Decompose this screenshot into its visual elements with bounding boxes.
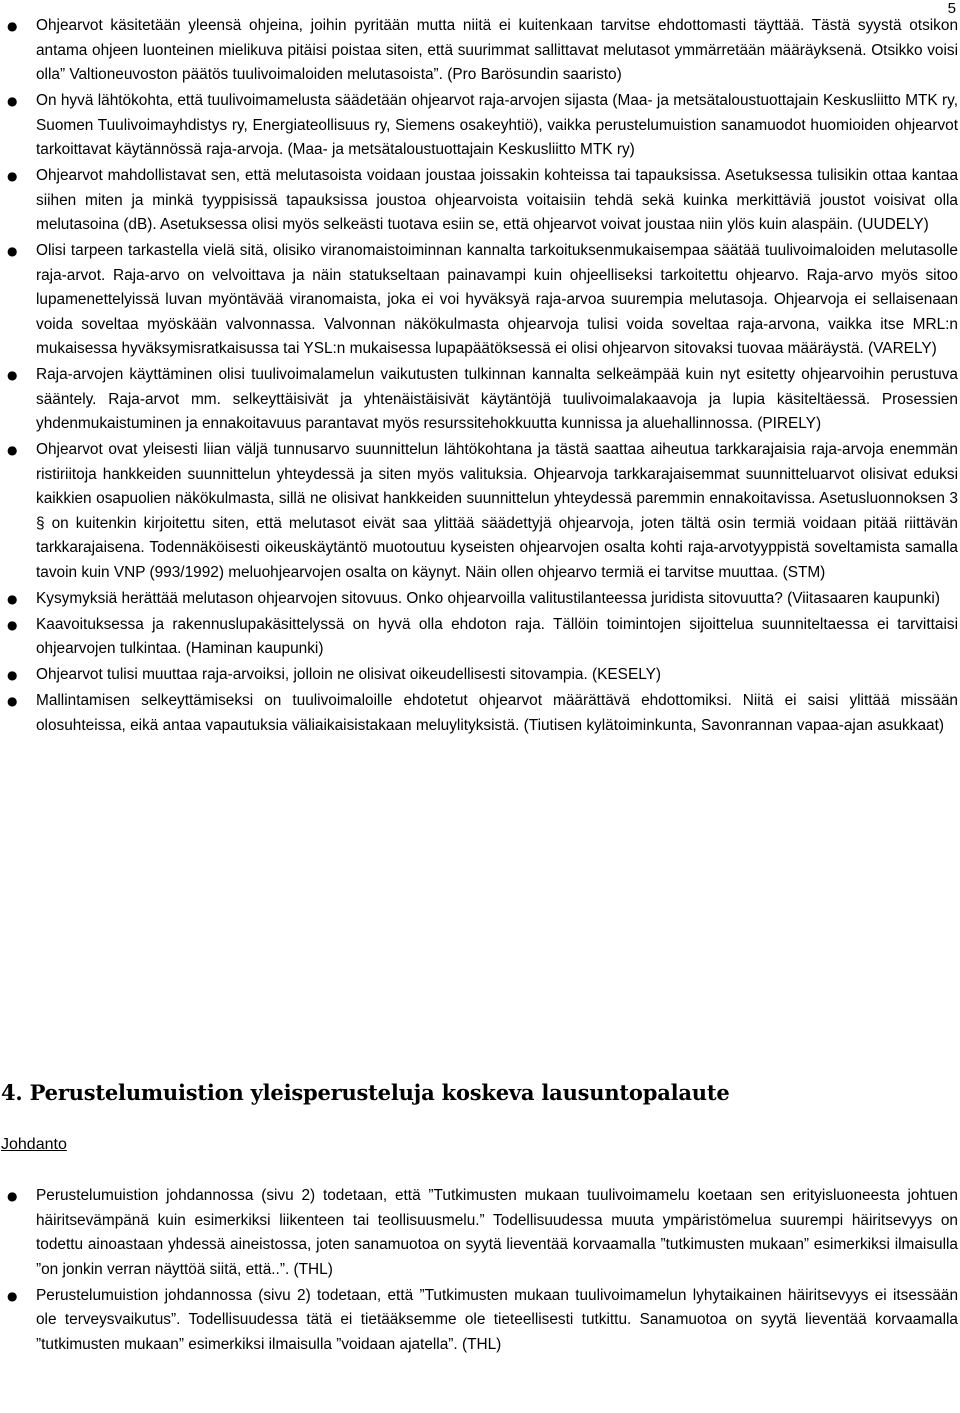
- list-item: [0, 363, 958, 437]
- list-item: [0, 89, 958, 163]
- bullet-icon: ●: [7, 617, 18, 632]
- bullet-icon: ●: [7, 1189, 18, 1203]
- page-number: 5: [947, 0, 956, 17]
- bullet-icon: ●: [7, 169, 18, 183]
- list-item-text: Mallintamisen selkeyttämiseksi on tuulivoimaloille ehdotetut ohjearvot määrättävä ehdottomiksi. Niitä ei saisi ylittää missään olosuhteissa, eikä antaa vapautuksia väliaikaisistakaan meluylityksistä. (Tiutisen kylätoiminkunta, Savonrannan vapaa-ajan asukkaat): [36, 692, 958, 734]
- list-item: [0, 438, 958, 585]
- list-item: [0, 1284, 958, 1358]
- bullet-icon: ●: [7, 94, 18, 108]
- list-item: [0, 587, 958, 612]
- section-heading: 4. Perustelumuistion yleisperusteluja koskeva lausuntopalaute: [1, 1080, 730, 1105]
- subsection-heading: Johdanto: [1, 1136, 67, 1153]
- list-item-source: (Pro Barösundin saaristo): [442, 66, 622, 83]
- bullet-icon: ●: [7, 1288, 18, 1303]
- list-item: [0, 613, 958, 662]
- list-item-text: Perustelumuistion johdannossa (sivu 2) todetaan, että ”Tutkimusten mukaan tuulivoimamelu koetaan sen erityisluoneesta johtuen häiritsevämpänä kuin esimerkiksi liikenteen tai teollisuusmelu.” Todellisuudessa muuta ympäristömelua suurempi häiritsevyys on todettu ainoastaan yhdessä aineistossa, joten sanamuotoa on syytä lieventää korvaamalla ”tutkimusten mukaan” esimerkiksi ilmaisulla ”on jonkin verran näyttöä siitä, että..”. (THL): [36, 1187, 958, 1278]
- list-item-text: Kysymyksiä herättää melutason ohjearvojen sitovuus. Onko ohjearvoilla valitustilanteessa juridista sitovuutta? (Viitasaaren kaupunki): [36, 589, 940, 607]
- list-item: [0, 689, 958, 738]
- list-item-text: Ohjearvot käsitetään yleensä ohjeina, joihin pyritään mutta niitä ei kuitenkaan tarvitse ehdottomasti täyttää. Tästä syystä otsikon antama ohjeen luonteinen mielikuva pitäisi poistaa siten, että suurimmat sallittavat melutasot ymmärretään määräyksenä. Otsikko voisi olla” Valtioneuvoston päätös tuulivoimaloiden melutasoista”.: [36, 17, 958, 83]
- list-item: [0, 14, 958, 88]
- list-item-text: Ohjearvot mahdollistavat sen, että melutasoista voidaan joustaa joissakin kohteissa tai tapauksissa. Asetuksessa tulisikin ottaa kantaa siihen miten ja minkä tyyppisissä tapauksissa joustoa ohjearvoista voitaisiin tehdä sekä kuinka merkittäviä joustot voisivat olla melutasoina (dB). Asetuksessa olisi myös selkeästi tuotava esiin se, että ohjearvot voivat joustaa niin ylös kuin alaspäin. (UUDELY): [36, 167, 958, 233]
- list-item-text: Kaavoituksessa ja rakennuslupakäsittelyssä on hyvä olla ehdoton raja. Tällöin toimintojen sijoittelua suunniteltaessa ei tarvittaisi ohjearvojen tulkintaa. (Haminan kaupunki): [36, 615, 958, 657]
- bullet-icon: ●: [7, 694, 18, 708]
- bullet-icon: ●: [7, 19, 18, 33]
- list-item: [0, 164, 958, 238]
- bullet-icon: ●: [7, 591, 18, 606]
- list-item-text: Perustelumuistion johdannossa (sivu 2) todetaan, että ”Tutkimusten mukaan tuulivoimamelun lyhytaikainen häiritsevyys ei itsessään ole terveysvaikutus”. Todellisuudessa tätä ei tietääksemme ole tieteellisesti tutkittu. Sanamuotoa on syytä lieventää korvaamalla ”tutkimusten mukaan” esimerkiksi ilmaisulla ”voidaan ajatella”. (THL): [36, 1286, 958, 1353]
- list-item-text: On hyvä lähtökohta, että tuulivoimamelusta säädetään ohjearvot raja-arvojen sijasta (Maa- ja metsätaloustuottajain Keskusliitto MTK ry, Suomen Tuulivoimayhdistys ry, Energiateollisuus ry, Siemens osakeyhtiö), vaikka perustelumuistion sanamuodot huomioiden ohjearvot tarkoittavat käytännössä raja-arvoja. (Maa- ja metsätaloustuottajain Keskusliitto MTK ry): [36, 92, 958, 158]
- list-item-text: Raja-arvojen käyttäminen olisi tuulivoimalamelun vaikutusten tulkinnan kannalta selkeämpää kuin nyt esitetty ohjearvoihin perustuva sääntely. Raja-arvot mm. selkeyttäisivät ja yhtenäistäisivät käytäntöjä tuulivoimalakaavoja ja lupia käsiteltäessä. Prosessien yhdenmukaistuminen ja ennakoitavuus parantavat myös resurssitehokkuutta kunnissa ja aluehallinnossa. (PIRELY): [36, 366, 958, 432]
- bullet-icon: ●: [7, 368, 18, 382]
- list-item: [0, 1184, 958, 1282]
- list-item: [0, 239, 958, 362]
- list-item-text: Ohjearvot ovat yleisesti liian väljä tunnusarvo suunnittelun lähtökohtana ja tästä saattaa aiheutua tarkkarajaisia raja-arvoja enemmän ristiriitoja hankkeiden suunnittelun yhteydessä ja siten myös valituksia. Ohjearvoja tarkkarajaisemmat suunnitteluarvot olisivat eduksi kaikkien osapuolien näkökulmasta, sillä ne olisivat hankkeiden suunnittelun yhteydessä paremmin ennakoitavissa. Asetusluonnoksen 3 § on kuitenkin kirjoitettu siten, että melutasot eivät saa ylittää säädettyjä ohjearvoja, joten tältä osin termiä voidaan pitää riittävän tarkkarajaisena. Todennäköisesti oikeuskäytäntö muotoutuu kyseisten ohjearvojen osalta kohti raja-arvotyyppistä soveltamista samalla tavoin kuin VNP (993/1992) meluohjearvojen osalta on käynyt. Näin ollen ohjearvo termiä ei tarvitse muuttaa. (STM): [36, 441, 958, 581]
- feedback-list-guideline-values: [0, 14, 958, 740]
- list-item: [0, 663, 958, 688]
- bullet-icon: ●: [7, 244, 18, 258]
- feedback-list-introduction: [0, 1184, 958, 1359]
- bullet-icon: ●: [7, 443, 18, 457]
- bullet-icon: ●: [7, 668, 18, 682]
- list-item-text: Olisi tarpeen tarkastella vielä sitä, olisiko viranomaistoiminnan kannalta tarkoituksenmukaisempaa säätää tuulivoimaloiden melutasolle raja-arvot. Raja-arvo on velvoittava ja näin statukseltaan painavampi kuin ohjeelliseksi tarkoitettu ohjearvo. Raja-arvo myös sitoo lupamenettelyissä luvan myöntävää viranomaista, joka ei voi hyväksyä raja-arvoa suurempia melutasoja. Ohjearvoja ei sellaisenaan voida soveltaa myöskään valvonnassa. Valvonnan näkökulmasta ohjearvoja tulisi voida soveltaa raja-arvona, vaikka itse MRL:n mukaisessa hyväksymisratkaisussa tai YSL:n mukaisessa lupapäätöksessä ei olisi ohjearvon sitovaksi tuovaa määräystä. (VARELY): [36, 242, 958, 357]
- list-item-text: Ohjearvot tulisi muuttaa raja-arvoiksi, jolloin ne olisivat oikeudellisesti sitovampia. (KESELY): [36, 666, 662, 683]
